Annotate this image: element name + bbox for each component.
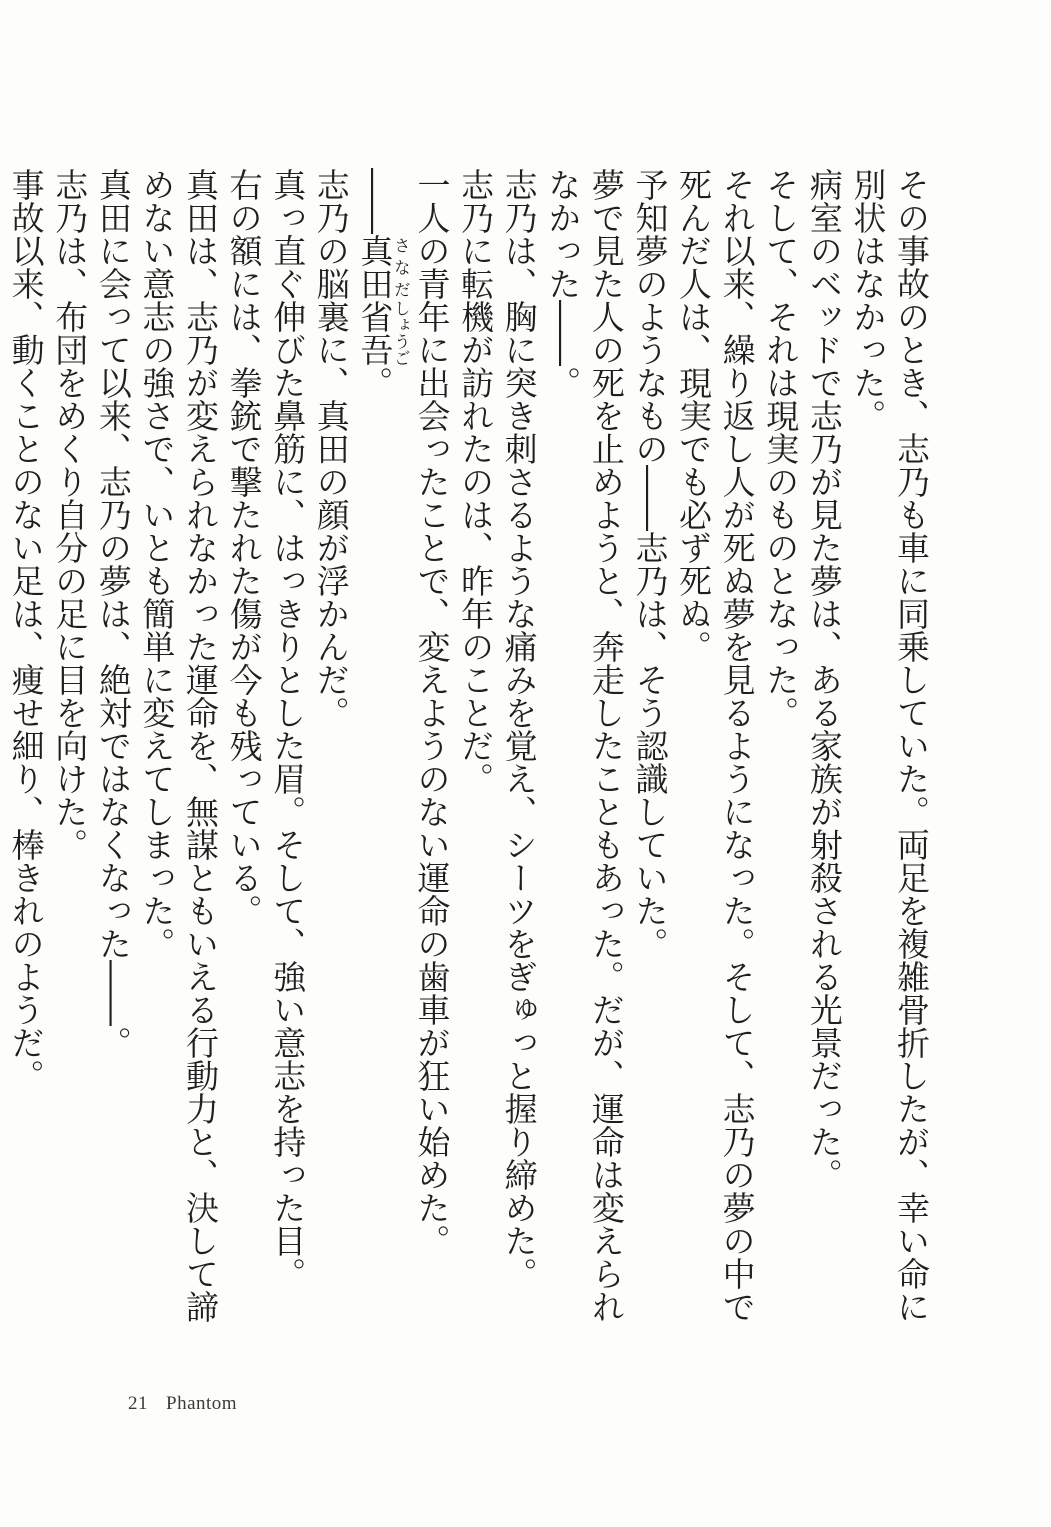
paragraph-name-with-ruby: ――真田さなだ省吾しょうご。 xyxy=(355,168,411,399)
paragraph: 真っ直ぐ伸びた鼻筋に、はっきりとした眉。そして、強い意志を持った目。 xyxy=(268,168,308,1290)
vertical-body-text xyxy=(4,168,933,1348)
paragraph: 予知夢のようなもの――志乃は、そう認識していた。 xyxy=(630,168,670,960)
paragraph: 志乃の脳裏に、真田の顔が浮かんだ。 xyxy=(311,168,351,729)
page-footer xyxy=(128,1393,237,1415)
paragraph: 真田に会って以来、志乃の夢は、絶対ではなくなった――。 xyxy=(93,168,133,1059)
paragraph: 右の額には、拳銃で撃たれた傷が今も残っている。 xyxy=(224,168,264,927)
paragraph: 志乃は、布団をめくり自分の足に目を向けた。 xyxy=(50,168,90,861)
paragraph: 事故以来、動くことのない足は、痩せ細り、棒きれのようだ。 xyxy=(6,168,46,1092)
paragraph: 病室のベッドで志乃が見た夢は、ある家族が射殺される光景だった。 xyxy=(804,168,844,1191)
ruby-text: さなだ xyxy=(391,234,411,300)
page-number: 21 xyxy=(128,1393,148,1414)
paragraph: 一人の青年に出会ったことで、変えようのない運命の歯車が狂い始めた。 xyxy=(412,168,452,1257)
running-title: Phantom xyxy=(166,1393,238,1414)
paragraph: その事故のとき、志乃も車に同乗していた。両足を複雑骨折したが、幸い命に別状はなかった。 xyxy=(848,168,931,1323)
paragraph: 真田は、志乃が変えられなかった運命を、無謀ともいえる行動力と、決して諦めない意志の強さで、いとも簡単に変えてしまった。 xyxy=(137,168,220,1323)
paragraph: それ以来、繰り返し人が死ぬ夢を見るようになった。そして、志乃の夢の中で死んだ人は、現実でも必ず死ぬ。 xyxy=(674,168,757,1323)
paragraph: 志乃は、胸に突き刺さるような痛みを覚え、シーツをぎゅっと握り締めた。 xyxy=(499,168,539,1290)
ruby-text: しょうご xyxy=(391,300,411,366)
paragraph: そして、それは現実のものとなった。 xyxy=(761,168,801,729)
ruby-shogo: 省吾しょうご xyxy=(355,300,411,366)
paragraph: 夢で見た人の死を止めようと、奔走したこともあった。だが、運命は変えられなかった――。 xyxy=(543,168,626,1323)
ruby-sanada: 真田さなだ xyxy=(355,234,411,300)
paragraph: 志乃に転機が訪れたのは、昨年のことだ。 xyxy=(456,168,496,795)
